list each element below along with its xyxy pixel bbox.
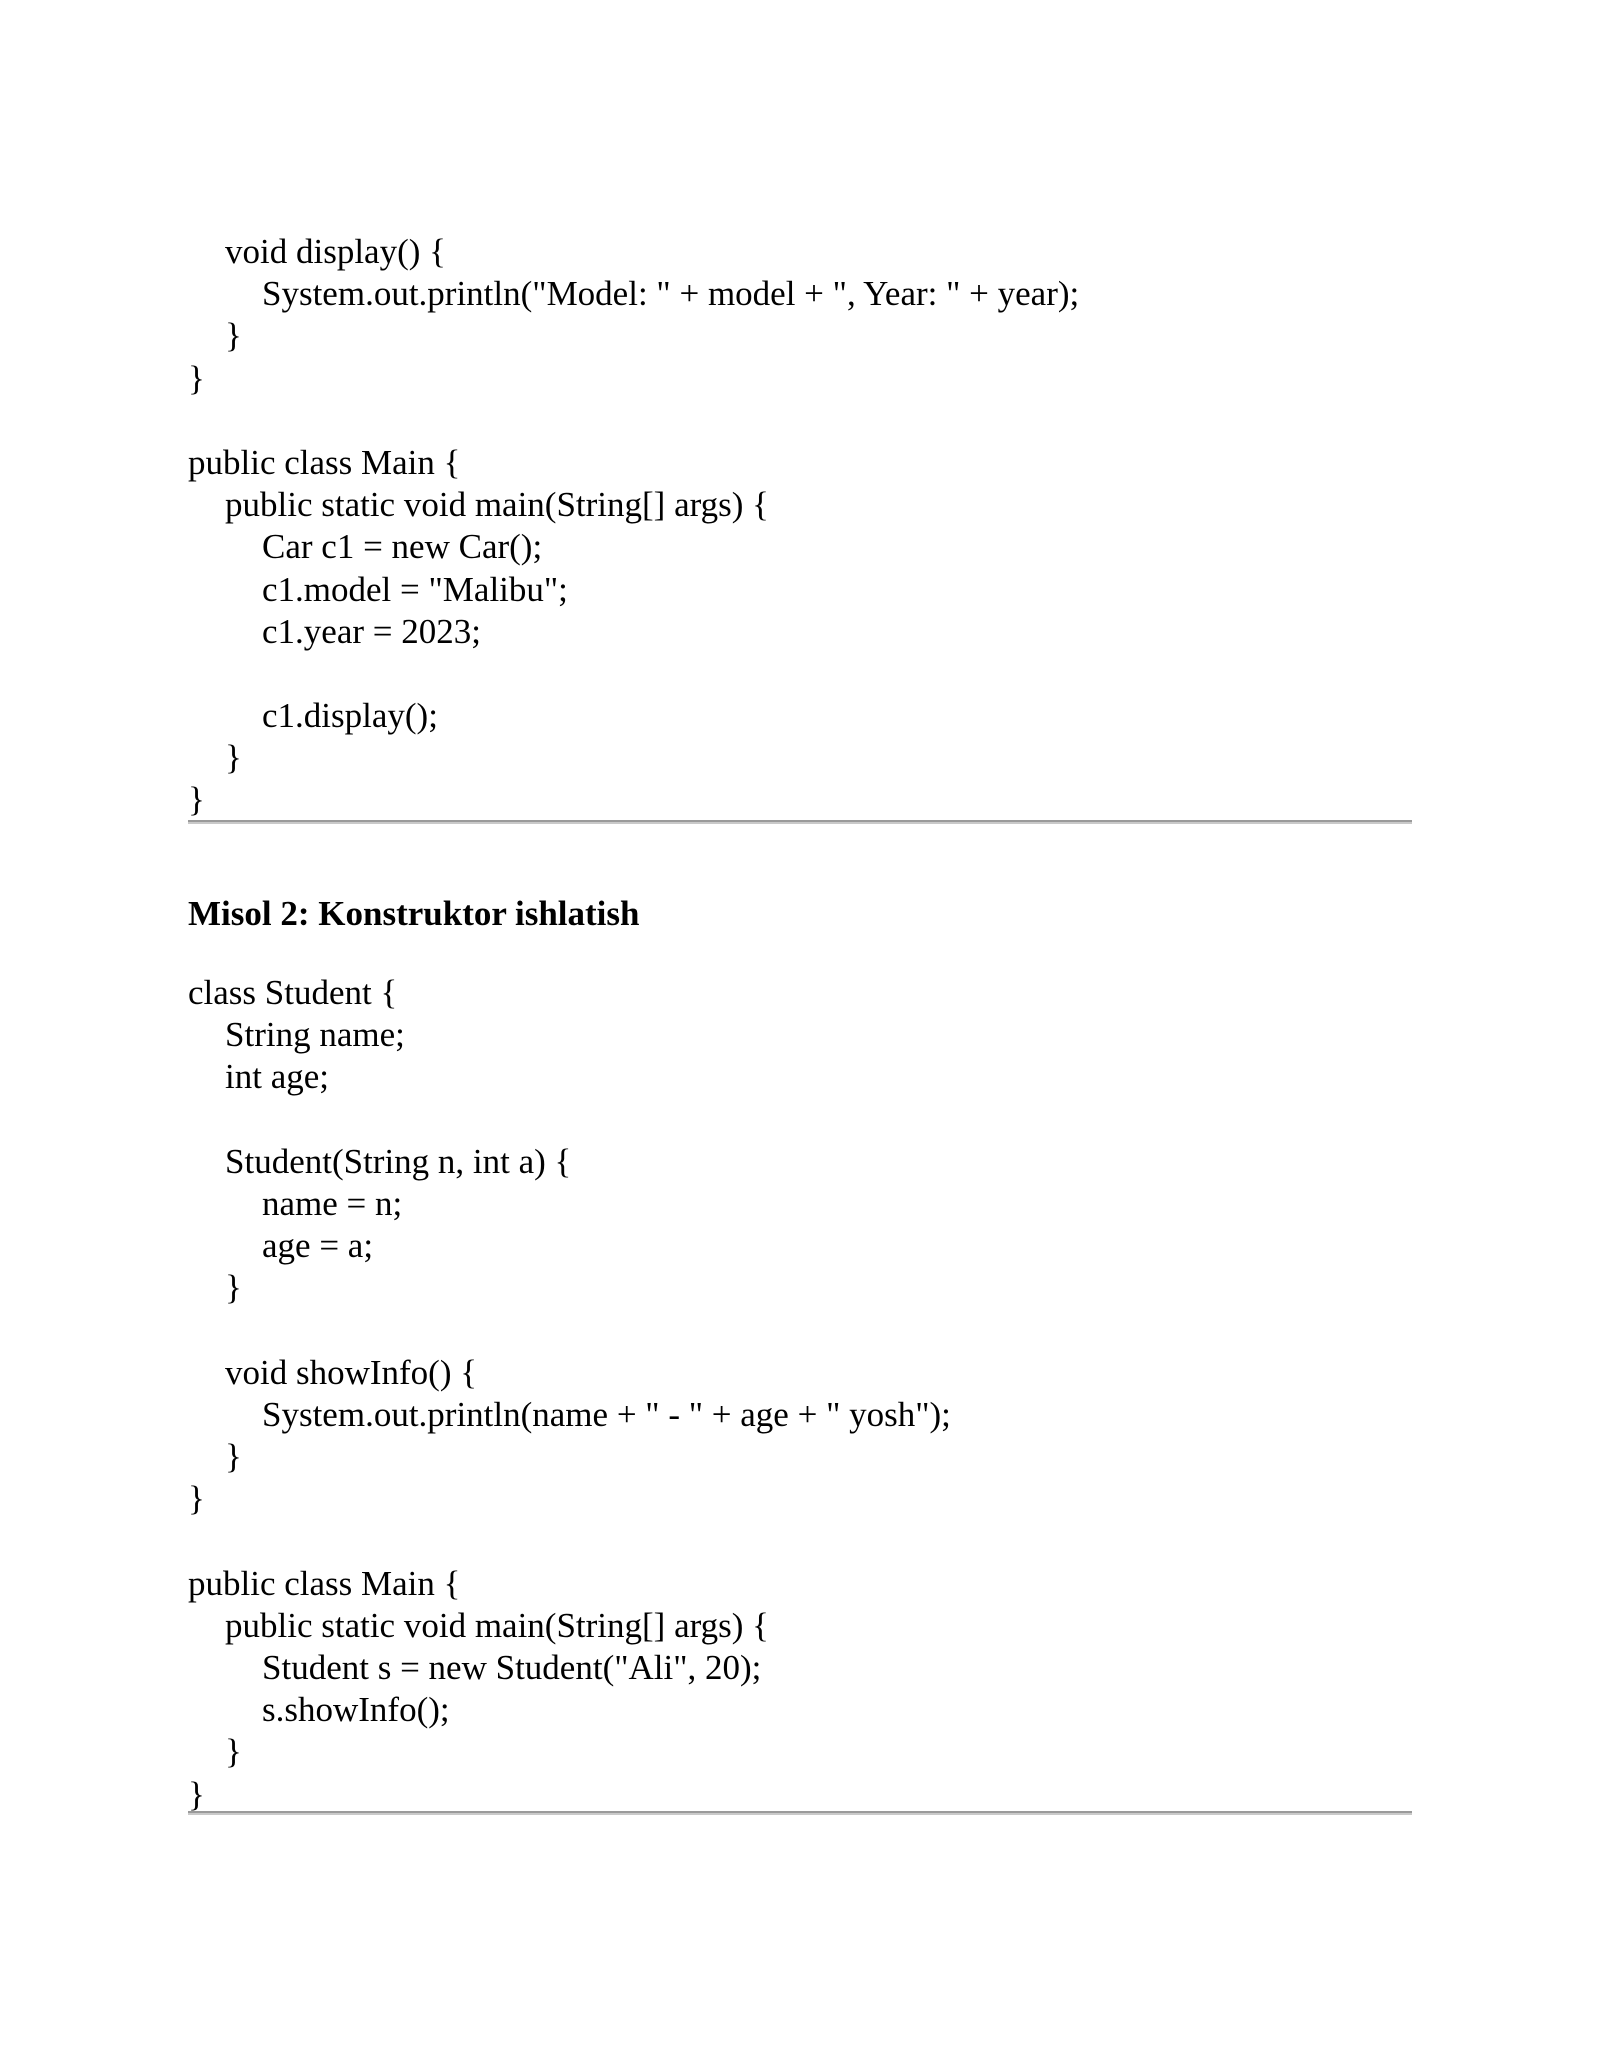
code-line: s.showInfo(); (262, 1690, 450, 1730)
code-line: class Student { (188, 973, 398, 1012)
code-line: void display() { (225, 232, 446, 271)
code-block-example-1 (188, 231, 1418, 822)
code-line: name = n; (262, 1183, 403, 1223)
code-line: } (225, 738, 242, 778)
code-line: } (225, 1437, 242, 1477)
code-line: public class Main { (188, 1563, 461, 1603)
code-line (188, 1310, 1418, 1352)
code-line: System.out.println("Model: " + model + ", Year: " + year); (262, 274, 1080, 314)
code-line: void showInfo() { (225, 1352, 478, 1392)
code-block-example-2 (188, 972, 1418, 1816)
code-line: } (225, 1732, 242, 1772)
code-line (188, 653, 1418, 695)
code-line (188, 1099, 1418, 1141)
code-line: } (188, 780, 205, 820)
code-line: } (188, 1774, 205, 1814)
code-line: String name; (225, 1015, 405, 1055)
code-line: public static void main(String[] args) { (225, 485, 769, 525)
code-line: Student(String n, int a) { (225, 1141, 572, 1181)
code-line: Car c1 = new Car(); (262, 527, 543, 567)
code-line: c1.display(); (262, 696, 438, 736)
code-line (188, 1520, 1418, 1562)
code-line: } (188, 1479, 205, 1519)
section-divider (188, 820, 1412, 824)
code-line: c1.year = 2023; (262, 611, 481, 651)
code-line (188, 400, 1418, 442)
code-line: } (225, 316, 242, 356)
code-line: } (188, 358, 205, 398)
code-line: } (225, 1268, 242, 1308)
code-line: age = a; (262, 1226, 374, 1266)
code-line: System.out.println(name + " - " + age + " yosh"); (262, 1394, 951, 1434)
code-line: c1.model = "Malibu"; (262, 569, 568, 609)
code-line: public static void main(String[] args) { (225, 1605, 769, 1645)
section-heading: Misol 2: Konstruktor ishlatish (188, 894, 640, 933)
code-line: Student s = new Student("Ali", 20); (262, 1648, 762, 1687)
section-divider (188, 1811, 1412, 1815)
code-line: public class Main { (188, 442, 461, 482)
code-line: int age; (225, 1057, 329, 1097)
